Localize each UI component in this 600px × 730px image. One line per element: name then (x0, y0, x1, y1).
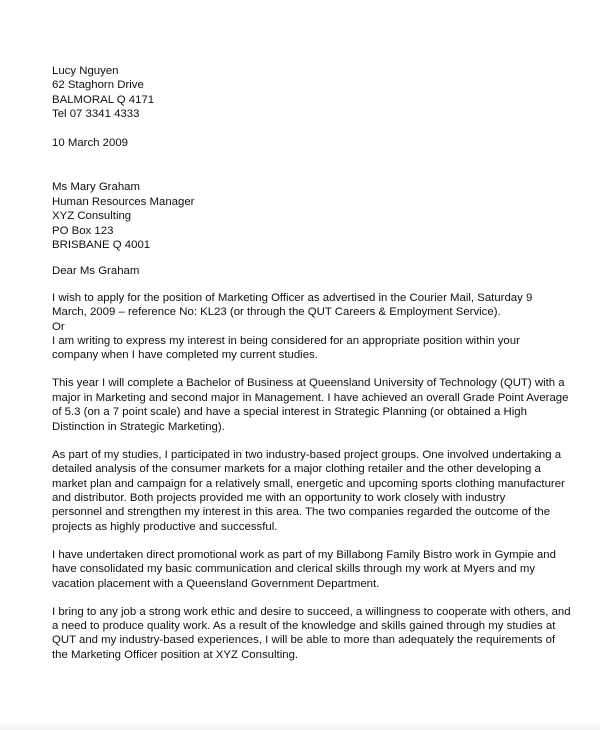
paragraph-line: I have undertaken direct promotional work as part of my Billabong Family Bistro work in Gympie and (52, 548, 556, 561)
paragraph-line: the Marketing Officer position at XYZ Consulting. (52, 648, 299, 661)
paragraph-line: have consolidated my basic communication and clerical skills through my work at Myers and my (52, 563, 536, 576)
recipient-address (52, 180, 552, 252)
paragraph-work-experience (52, 548, 556, 591)
paragraph-line: As part of my studies, I participated in two industry-based project groups. One involved undertaking a (52, 448, 562, 461)
sender-phone: Tel 07 3341 4333 (52, 108, 140, 121)
paragraph-line: and distributor. Both projects provided me with an opportunity to work closely with industry (52, 491, 506, 504)
paragraph-closing (52, 605, 571, 663)
paragraph-line: Or (52, 320, 65, 333)
paragraph-line: company when I have completed my current studies. (52, 349, 318, 362)
paragraph-line: I am writing to express my interest in being considered for an appropriate position within your (52, 335, 520, 348)
paragraph-line: detailed analysis of the consumer markets for a major clothing retailer and the other developing a (52, 463, 541, 476)
sender-street: 62 Staghorn Drive (52, 79, 144, 92)
paragraph-line: March, 2009 – reference No: KL23 (or through the QUT Careers & Employment Service). (52, 306, 501, 319)
paragraph-line: major in Marketing and second major in Management. I have achieved an overall Grade Point Average (52, 391, 569, 404)
recipient-name: Ms Mary Graham (52, 181, 140, 194)
paragraph-line: vacation placement with a Queensland Government Department. (52, 577, 380, 590)
paragraph-line: of 5.3 (on a 7 point scale) and have a special interest in Strategic Planning (or obtained a High (52, 406, 527, 419)
page-bottom-edge (0, 722, 600, 730)
paragraph-line: projects as highly productive and successful. (52, 520, 278, 533)
recipient-po-box: PO Box 123 (52, 224, 114, 237)
paragraph-line: This year I will complete a Bachelor of Business at Queensland University of Technology (QUT) with a (52, 377, 565, 390)
paragraph-line: I wish to apply for the position of Marketing Officer as advertised in the Courier Mail, Saturday 9 (52, 291, 533, 304)
paragraph-line: personnel and strengthen my interest in this area. The two companies regarded the outcome of the (52, 506, 551, 519)
paragraph-projects (52, 448, 565, 534)
salutation-block (52, 264, 552, 278)
recipient-company: XYZ Consulting (52, 210, 132, 223)
sender-suburb: BALMORAL Q 4171 (52, 93, 155, 106)
recipient-city: BRISBANE Q 4001 (52, 239, 151, 252)
paragraph-line: QUT and my industry-based experiences, I will be able to more than adequately the requirements of (52, 634, 556, 647)
paragraph-education (52, 376, 569, 434)
paragraph-application (52, 291, 552, 363)
paragraph-line: market plan and campaign for a relatively small, energetic and upcoming sports clothing manufacturer (52, 477, 565, 490)
recipient-title: Human Resources Manager (52, 195, 195, 208)
letter-date-block (52, 136, 552, 150)
letter-date: 10 March 2009 (52, 137, 128, 150)
paragraph-line: a need to produce quality work. As a result of the knowledge and skills gained through my studies at (52, 619, 556, 632)
paragraph-line: I bring to any job a strong work ethic and desire to succeed, a willingness to cooperate with others, and (52, 605, 571, 618)
paragraph-line: Distinction in Strategic Marketing). (52, 420, 225, 433)
sender-name: Lucy Nguyen (52, 65, 119, 77)
sender-address (52, 64, 552, 122)
cover-letter (52, 64, 571, 662)
salutation: Dear Ms Graham (52, 265, 140, 278)
